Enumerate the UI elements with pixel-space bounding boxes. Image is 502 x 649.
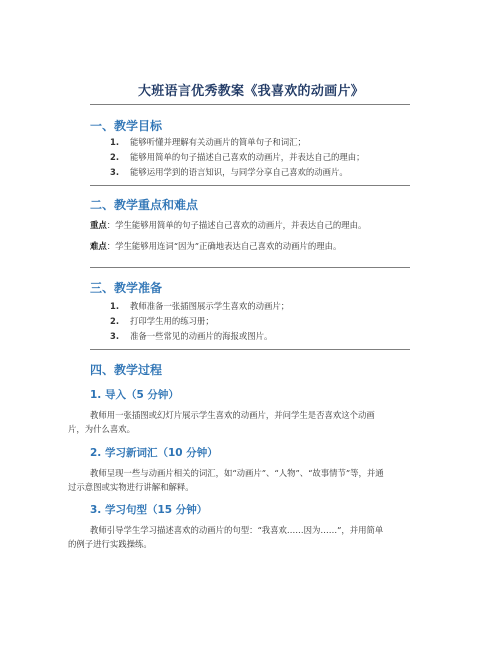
step-text: 教师引导学生学习描述喜欢的动画片的句型：“我喜欢……因为……”，并用简单: [90, 525, 384, 535]
section-heading-objectives: 一、教学目标: [90, 119, 163, 133]
list-text: 准备一些常见的动画片的海报或图片。: [130, 331, 273, 341]
section-divider: [90, 349, 410, 350]
section-heading-key-points: 二、教学重点和难点: [90, 198, 199, 212]
list-number: 1.: [110, 137, 120, 147]
list-text: 打印学生用的练习册；: [130, 316, 214, 326]
step-text-line: [68, 481, 194, 493]
list-text: 能够听懂并理解有关动画片的简单句子和词汇；: [130, 137, 306, 147]
step-heading-vocabulary: 2. 学习新词汇（10 分钟）: [90, 447, 218, 459]
list-item: [110, 151, 365, 163]
list-number: 2.: [110, 152, 120, 162]
step-text: 教师呈现一些与动画片相关的词汇，如“动画片”、“人物”、“故事情节”等，并通: [90, 468, 384, 478]
step-text-line: [90, 409, 375, 421]
section-heading-preparation: 三、教学准备: [90, 281, 163, 295]
step-text-line: [90, 524, 383, 536]
step-text: 过示意图或实物进行讲解和解释。: [68, 482, 194, 492]
list-number: 2.: [110, 316, 120, 326]
difficulty-text: ：学生能够用连词“因为”正确地表达自己喜欢的动画片的理由。: [106, 241, 342, 251]
step-text: 教师用一张插图或幻灯片展示学生喜欢的动画片，并问学生是否喜欢这个动画: [90, 410, 375, 420]
list-item: [110, 330, 272, 342]
section-divider: [90, 185, 410, 186]
section-heading-process: 四、教学过程: [90, 363, 163, 377]
step-text-line: [68, 538, 152, 550]
list-text: 能够运用学到的语言知识，与同学分享自己喜欢的动画片。: [130, 167, 348, 177]
list-text: 教师准备一张插图展示学生喜欢的动画片；: [130, 301, 290, 311]
title-divider: [90, 104, 410, 105]
key-point-text: ：学生能够用简单的句子描述自己喜欢的动画片，并表达自己的理由。: [106, 220, 367, 230]
step-text-line: [68, 423, 135, 435]
step-text: 片，为什么喜欢。: [68, 424, 135, 434]
step-text: 的例子进行实践操练。: [68, 539, 152, 549]
key-point-label: 重点: [90, 220, 107, 230]
list-item: [110, 136, 306, 148]
difficulty-line: [90, 240, 341, 252]
list-number: 3.: [110, 167, 120, 177]
list-number: 1.: [110, 301, 120, 311]
document-title: 大班语言优秀教案《我喜欢的动画片》: [137, 84, 365, 99]
step-heading-intro: 1. 导入（5 分钟）: [90, 389, 179, 401]
step-text-line: [90, 467, 384, 479]
step-heading-sentence: 3. 学习句型（15 分钟）: [90, 504, 208, 516]
list-text: 能够用简单的句子描述自己喜欢的动画片，并表达自己的理由；: [130, 152, 365, 162]
key-point-line: [90, 219, 366, 231]
section-divider: [90, 267, 410, 268]
list-item: [110, 315, 214, 327]
list-item: [110, 300, 289, 312]
list-number: 3.: [110, 331, 120, 341]
difficulty-label: 难点: [90, 241, 107, 251]
list-item: [110, 166, 348, 178]
